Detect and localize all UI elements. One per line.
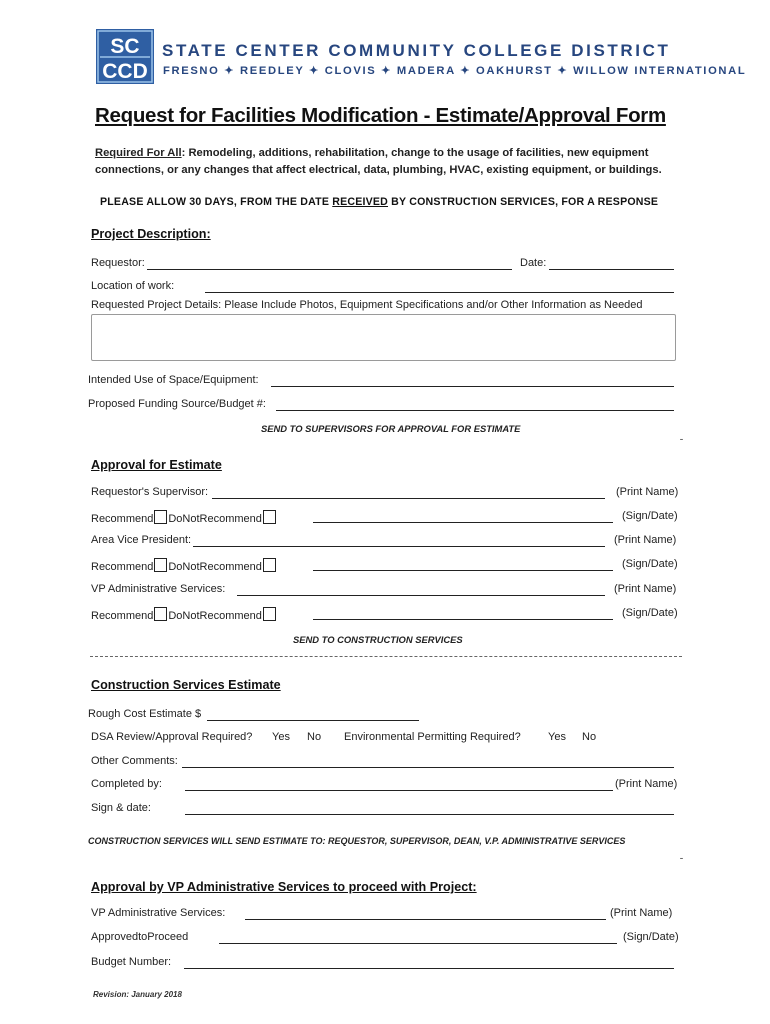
supervisor-sign-field[interactable] [313,522,613,523]
section-divider [90,656,682,657]
send-to-construction-note: SEND TO CONSTRUCTION SERVICES [293,634,463,645]
vp-admin-print-name: (Print Name) [614,583,677,595]
svg-text:SC: SC [110,35,140,58]
env-yes[interactable]: Yes [548,731,566,743]
recommend-checkbox[interactable] [154,510,167,524]
required-label: Required For All [95,147,182,159]
dsa-no[interactable]: No [307,731,322,743]
tick-mark: ˗ [680,433,683,443]
vp-approval-print-name: (Print Name) [610,907,673,919]
required-text: : Remodeling, additions, rehabilitation, change to the usage of facilities, new equipment connections, or any changes that affect electrical, data, plumbing, HVAC, existing equipment, or buildings. [95,147,662,176]
project-description-heading: Project Description: [91,227,211,241]
approved-to-proceed-field[interactable] [219,943,617,944]
vp-approval-admin-field[interactable] [245,919,606,920]
recommend-label: Recommend [91,610,154,622]
sign-date-label: Sign & date: [91,802,151,814]
recommend-checkbox[interactable] [154,607,167,621]
area-vp-sign-date: (Sign/Date) [622,558,678,570]
tick-mark: ˗ [680,852,683,862]
project-details-field[interactable] [91,314,676,361]
recommend-label: Recommend [91,513,154,525]
do-not-recommend-label: DoNotRecommend [168,561,262,573]
date-label: Date: [520,257,547,269]
required-for-all-text [95,145,685,179]
requestor-field[interactable] [147,269,512,270]
budget-number-field[interactable] [184,968,674,969]
allow-received: RECEIVED [332,196,389,208]
vp-approval-heading: Approval by VP Administrative Services to proceed with Project: [91,880,477,894]
vp-admin-sign-date: (Sign/Date) [622,607,678,619]
rough-cost-field[interactable] [207,720,419,721]
area-vp-recommend-row [91,558,277,573]
approval-estimate-heading: Approval for Estimate [91,458,222,472]
env-permit-label: Environmental Permitting Required? [344,731,521,743]
revision-date: Revision: January 2018 [93,990,182,999]
response-time-notice [100,196,658,208]
allow-suffix: BY CONSTRUCTION SERVICES, FOR A RESPONSE [388,196,659,208]
send-to-supervisors-note: SEND TO SUPERVISORS FOR APPROVAL FOR ESTIMATE [261,423,521,434]
vp-admin-sign-field[interactable] [313,619,613,620]
vp-approval-admin-label: VP Administrative Services: [91,907,226,919]
intended-use-label: Intended Use of Space/Equipment: [88,374,259,386]
supervisor-recommend-row [91,510,277,525]
do-not-recommend-checkbox[interactable] [263,558,276,572]
env-no[interactable]: No [582,731,597,743]
completed-by-field[interactable] [185,790,613,791]
svg-text:CCD: CCD [102,60,148,83]
dsa-label: DSA Review/Approval Required? [91,731,253,743]
do-not-recommend-checkbox[interactable] [263,510,276,524]
approved-to-proceed-label: ApprovedtoProceed [91,931,189,943]
intended-use-field[interactable] [271,386,674,387]
funding-label: Proposed Funding Source/Budget #: [88,398,266,410]
vp-admin-label: VP Administrative Services: [91,583,226,595]
dsa-yes[interactable]: Yes [272,731,290,743]
supervisor-print-name: (Print Name) [616,486,679,498]
area-vp-sign-field[interactable] [313,570,613,571]
completed-by-label: Completed by: [91,778,162,790]
area-vp-field[interactable] [193,546,605,547]
location-label: Location of work: [91,280,175,292]
date-field[interactable] [549,269,674,270]
campus-list: FRESNO ✦ REEDLEY ✦ CLOVIS ✦ MADERA ✦ OAKHURST ✦ WILLOW INTERNATIONAL [163,65,747,77]
area-vp-label: Area Vice President: [91,534,192,546]
supervisor-field[interactable] [212,498,605,499]
completed-by-print-name: (Print Name) [615,778,678,790]
form-title: Request for Facilities Modification - Estimate/Approval Form [95,104,666,127]
do-not-recommend-label: DoNotRecommend [168,610,262,622]
sign-date-field[interactable] [185,814,674,815]
area-vp-print-name: (Print Name) [614,534,677,546]
supervisor-label: Requestor's Supervisor: [91,486,209,498]
recommend-checkbox[interactable] [154,558,167,572]
vp-admin-recommend-row [91,607,277,622]
location-field[interactable] [205,292,674,293]
vp-admin-field[interactable] [237,595,605,596]
district-name: STATE CENTER COMMUNITY COLLEGE DISTRICT [162,41,671,60]
construction-estimate-heading: Construction Services Estimate [91,678,281,692]
other-comments-field[interactable] [182,767,674,768]
district-logo [96,29,154,84]
recommend-label: Recommend [91,561,154,573]
vp-approval-sign-date: (Sign/Date) [623,931,679,943]
other-comments-label: Other Comments: [91,755,178,767]
project-details-label: Requested Project Details: Please Include Photos, Equipment Specifications and/or Other Information as Needed [91,299,643,311]
do-not-recommend-checkbox[interactable] [263,607,276,621]
budget-number-label: Budget Number: [91,956,172,968]
supervisor-sign-date: (Sign/Date) [622,510,678,522]
allow-prefix: PLEASE ALLOW 30 DAYS, FROM THE DATE [100,196,333,208]
do-not-recommend-label: DoNotRecommend [168,513,262,525]
requestor-label: Requestor: [91,257,145,269]
rough-cost-label: Rough Cost Estimate $ [88,708,202,720]
funding-field[interactable] [276,410,674,411]
construction-send-note: CONSTRUCTION SERVICES WILL SEND ESTIMATE TO: REQUESTOR, SUPERVISOR, DEAN, V.P. ADMINISTRATIVE SERVICES [88,836,626,846]
